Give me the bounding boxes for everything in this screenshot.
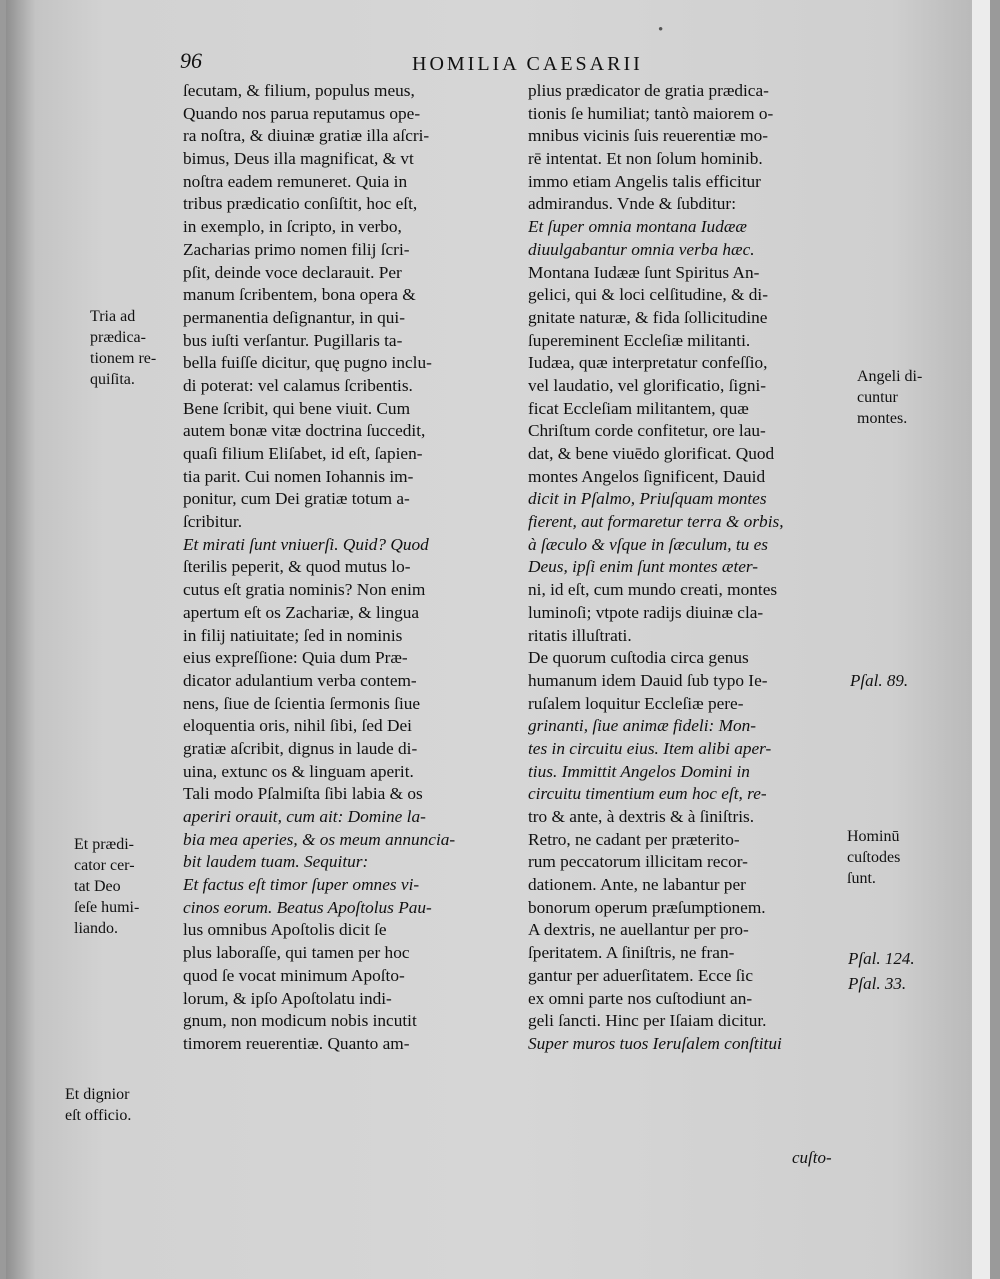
text-line: quod ſe vocat minimum Apoſto- <box>183 965 405 985</box>
text-line: gelici, qui & loci celſitudine, & di- <box>528 285 768 305</box>
text-line: Bene ſcribit, qui bene viuit. Cum <box>183 398 411 418</box>
text-line: ſupereminent Eccleſiæ militanti. <box>528 330 751 350</box>
text-line: Et ſuper omnia montana Iudææ <box>528 217 747 237</box>
text-line: di poterat: vel calamus ſcribentis. <box>183 375 413 395</box>
text-line: ficat Eccleſiam militantem, quæ <box>528 398 749 418</box>
left-text-column <box>183 80 515 1056</box>
margin-note-line: Angeli di- <box>857 368 923 385</box>
text-line: manum ſcribentem, bona opera & <box>183 285 416 305</box>
margin-note-line: Pſal. 33. <box>848 974 907 993</box>
margin-note-line: quiſita. <box>90 371 135 388</box>
text-line: luminoſi; vtpote radijs diuinæ cla- <box>528 602 764 622</box>
text-line: Zacharias primo nomen filij ſcri- <box>183 239 410 259</box>
text-line: gnum, non modicum nobis incutit <box>183 1011 417 1031</box>
margin-note-line: Tria ad <box>90 308 136 325</box>
margin-note-line: Et dignior <box>65 1086 130 1103</box>
text-line: grinanti, ſiue animæ fideli: Mon- <box>528 716 756 736</box>
margin-note-line: ſunt. <box>847 870 876 887</box>
text-line: eloquentia oris, nihil ſibi, ſed Dei <box>183 716 412 736</box>
text-line: Iudæa, quæ interpretatur confeſſio, <box>528 353 768 373</box>
margin-note-line: Hominū <box>847 828 900 845</box>
text-line: A dextris, ne auellantur per pro- <box>528 920 749 940</box>
text-line: uina, extunc os & linguam aperit. <box>183 761 414 781</box>
text-line: dat, & bene viuēdo glorificat. Quod <box>528 444 775 463</box>
text-line: Quando nos parua reputamus ope- <box>183 103 421 123</box>
text-line: cutus eſt gratia nominis? Non enim <box>183 580 426 600</box>
text-line: aperiri orauit, cum ait: Domine la- <box>183 807 426 826</box>
running-head: HOMILIA CAESARII <box>412 53 643 75</box>
text-line: lus omnibus Apoſtolis dicit ſe <box>183 920 387 940</box>
text-line: tius. Immittit Angelos Domini in <box>528 761 750 781</box>
margin-note-line: tionem re- <box>90 350 157 367</box>
text-line: eius expreſſione: Quia dum Præ- <box>183 648 408 668</box>
text-line: admirandus. Vnde & ſubditur: <box>528 194 736 214</box>
text-line: humanum idem Dauid ſub typo Ie- <box>528 670 768 690</box>
text-line: in filij natiuitate; ſed in nominis <box>183 625 403 645</box>
text-line: bia mea aperies, & os meum annuncia- <box>183 829 456 849</box>
text-line: geli ſancti. Hinc per Iſaiam dicitur. <box>528 1011 767 1031</box>
text-line: ni, id eſt, cum mundo creati, montes <box>528 580 778 600</box>
page-number: 96 <box>180 48 202 73</box>
margin-note-right <box>847 826 900 889</box>
text-line: Montana Iudææ ſunt Spiritus An- <box>528 262 760 282</box>
text-line: ſcribitur. <box>183 512 243 532</box>
text-line: dationem. Ante, ne labantur per <box>528 875 746 895</box>
text-line: tionis ſe humiliat; tantò maiorem o- <box>528 103 774 123</box>
margin-note-right <box>857 366 922 429</box>
margin-note-line: montes. <box>857 410 908 427</box>
text-line: ex omni parte nos cuſtodiunt an- <box>528 988 753 1008</box>
page-edge <box>972 0 990 1279</box>
text-line: Retro, ne cadant per præterito- <box>528 829 740 849</box>
text-line: bonorum operum præſumptionem. <box>528 897 766 917</box>
text-line: apertum eſt os Zachariæ, & lingua <box>183 602 420 622</box>
text-line: rē intentat. Et non ſolum hominib. <box>528 149 763 169</box>
text-line: permanentia deſignantur, in qui- <box>183 307 405 327</box>
text-line: gratiæ aſcribit, dignus in laude di- <box>183 738 418 758</box>
text-line: mnibus vicinis ſuis reuerentiæ mo- <box>528 126 768 146</box>
text-line: immo etiam Angelis talis efficitur <box>528 171 761 191</box>
margin-note-line: Pſal. 124. <box>848 949 915 968</box>
text-line: De quorum cuſtodia circa genus <box>528 648 749 668</box>
text-line: Chriſtum corde confitetur, ore lau- <box>528 421 766 441</box>
margin-note-line: cuſtodes <box>847 849 901 866</box>
text-line: Et mirati ſunt vniuerſi. Quid? Quod <box>183 534 429 554</box>
text-line: bit laudem tuam. Sequitur: <box>183 852 369 872</box>
text-line: plus laboraſſe, qui tamen per hoc <box>183 943 410 963</box>
margin-note-left <box>65 1084 131 1126</box>
margin-note-line: ſeſe humi- <box>74 899 140 916</box>
text-line: dicator adulantium verba contem- <box>183 670 417 690</box>
text-line: dicit in Pſalmo, Priuſquam montes <box>528 489 767 509</box>
text-line: vel laudatio, vel glorificatio, ſigni- <box>528 375 767 395</box>
text-line: lorum, & ipſo Apoſtolatu indi- <box>183 988 392 1008</box>
text-line: quaſi filium Eliſabet, id eſt, ſapien- <box>183 444 423 463</box>
margin-note-right <box>850 670 908 691</box>
text-line: tro & ante, à dextris & à ſiniſtris. <box>528 807 755 826</box>
text-line: pſit, deinde voce declarauit. Per <box>183 262 402 282</box>
margin-note-line: cator cer- <box>74 857 135 874</box>
text-line: rum peccatorum illicitam recor- <box>528 852 748 872</box>
text-line: nens, ſiue de ſcientia ſermonis ſiue <box>183 693 421 713</box>
text-line: tribus prædicatio conſiſtit, hoc eſt, <box>183 194 418 214</box>
margin-note-left <box>74 834 139 939</box>
text-line: ra noſtra, & diuinæ gratiæ illa aſcri- <box>183 126 430 146</box>
text-line: bella fuiſſe dicitur, quę pugno inclu- <box>183 353 432 373</box>
text-line: autem bonæ vitæ doctrina ſuccedit, <box>183 421 426 441</box>
text-line: circuitu timentium eum hoc eſt, re- <box>528 784 767 804</box>
text-line: fierent, aut formaretur terra & orbis, <box>528 512 784 532</box>
margin-note-right <box>848 973 906 994</box>
text-line: Deus, ipſi enim ſunt montes æter- <box>528 557 759 577</box>
text-line: ſecutam, & filium, populus meus, <box>183 81 415 100</box>
text-line: bus iuſti verſantur. Pugillaris ta- <box>183 330 403 350</box>
text-line: cinos eorum. Beatus Apoſtolus Pau- <box>183 897 432 917</box>
margin-note-right <box>848 948 915 969</box>
margin-note-line: tat Deo <box>74 878 121 895</box>
text-line: bimus, Deus illa magnificat, & vt <box>183 149 414 169</box>
ink-dot: • <box>658 22 664 38</box>
text-line: diuulgabantur omnia verba hæc. <box>528 239 755 259</box>
margin-note-left <box>90 306 156 390</box>
text-line: montes Angelos ſignificent, Dauid <box>528 466 766 486</box>
margin-note-line: liando. <box>74 920 118 937</box>
right-text-column <box>528 80 846 1056</box>
text-line: Super muros tuos Ieruſalem conſtitui <box>528 1033 782 1053</box>
text-line: à ſæculo & vſque in ſæculum, tu es <box>528 534 768 554</box>
margin-note-line: prædica- <box>90 329 146 346</box>
text-line: noſtra eadem remuneret. Quia in <box>183 171 408 191</box>
margin-note-line: cuntur <box>857 389 898 406</box>
text-line: tia parit. Cui nomen Iohannis im- <box>183 466 414 486</box>
text-line: gnitate naturæ, & fida ſollicitudine <box>528 307 768 327</box>
text-line: ſterilis peperit, & quod mutus lo- <box>183 557 411 577</box>
text-line: plius prædicator de gratia prædica- <box>528 81 769 100</box>
text-line: ſperitatem. A ſiniſtris, ne fran- <box>528 943 735 963</box>
text-line: ruſalem loquitur Eccleſiæ pere- <box>528 693 744 713</box>
text-line: ritatis illuſtrati. <box>528 625 632 645</box>
text-line: timorem reuerentiæ. Quanto am- <box>183 1033 410 1053</box>
catchword: cuſto- <box>792 1148 832 1167</box>
margin-note-line: eſt officio. <box>65 1107 132 1124</box>
text-line: ponitur, cum Dei gratiæ totum a- <box>183 489 410 509</box>
text-line: gantur per aduerſitatem. Ecce ſic <box>528 965 754 985</box>
text-line: tes in circuitu eius. Item alibi aper- <box>528 738 772 758</box>
text-line: Tali modo Pſalmiſta ſibi labia & os <box>183 784 423 804</box>
text-line: Et factus eſt timor ſuper omnes vi- <box>183 875 420 895</box>
margin-note-line: Pſal. 89. <box>850 671 909 690</box>
text-line: in exemplo, in ſcripto, in verbo, <box>183 217 402 237</box>
margin-note-line: Et prædi- <box>74 836 134 853</box>
